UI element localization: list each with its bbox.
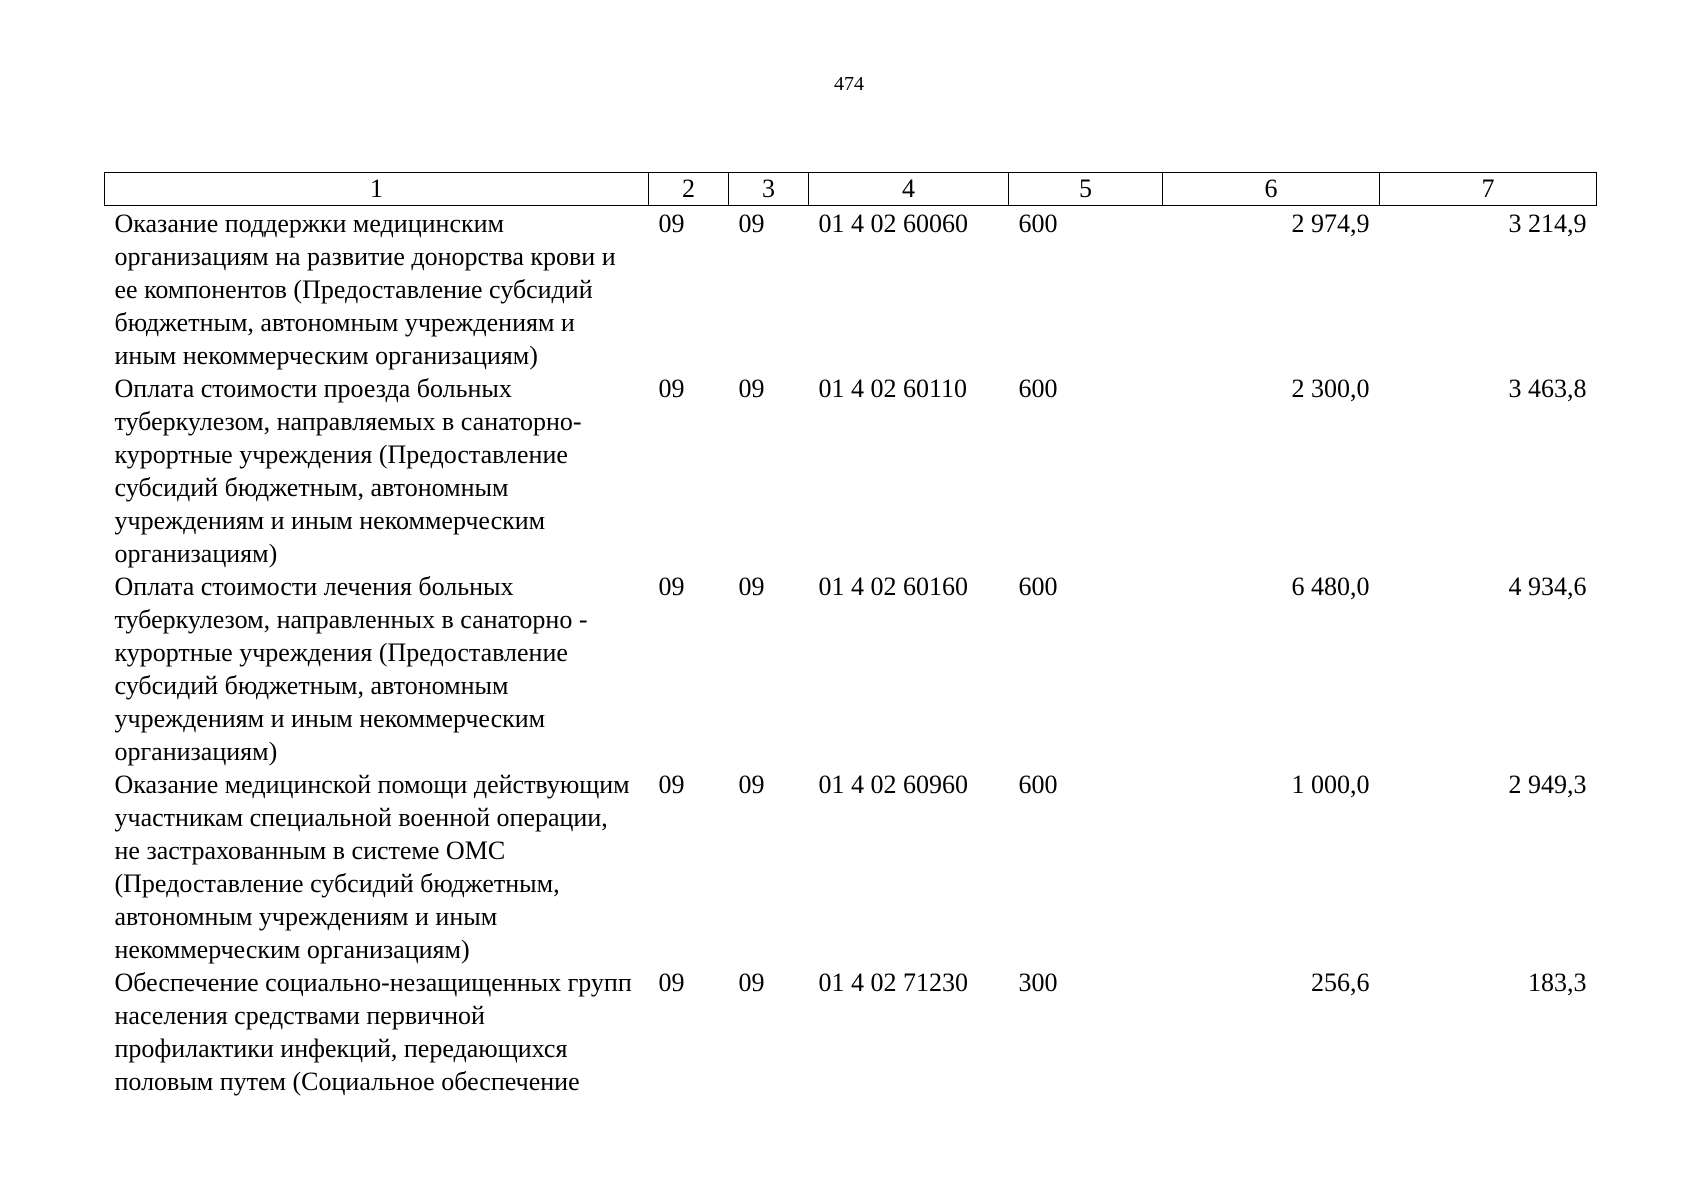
row-subsection: 09 [738, 374, 765, 403]
row-amount-2: 2 949,3 [1508, 770, 1587, 799]
row-amount-2: 183,3 [1528, 968, 1587, 997]
row-amount-1: 2 300,0 [1291, 374, 1370, 403]
column-header-4: 4 [809, 173, 1009, 206]
row-name: Оказание медицинской помощи действующим участникам специальной военной операции, не застрахованным в системе ОМС (Предоставление субсидий бюджетным, автономным учреждениям и иным некоммерческим организациям) [114, 770, 630, 964]
row-subsection: 09 [738, 572, 765, 601]
row-amount-2: 3 463,8 [1508, 374, 1587, 403]
row-amount-2: 4 934,6 [1508, 572, 1587, 601]
row-section: 09 [658, 374, 685, 403]
row-subsection: 09 [738, 968, 765, 997]
row-name: Обеспечение социально-незащищенных групп населения средствами первичной профилактики инфекций, передающихся половым путем (Социальное обеспечение [114, 968, 632, 1096]
row-expense-type: 600 [1018, 209, 1058, 238]
header-row [105, 173, 1597, 206]
row-expense-type: 600 [1018, 770, 1058, 799]
row-section: 09 [658, 770, 685, 799]
row-amount-1: 256,6 [1311, 968, 1370, 997]
row-target-article: 01 4 02 60110 [818, 374, 968, 403]
table-row [105, 966, 1597, 1098]
column-header-3: 3 [729, 173, 809, 206]
column-header-5: 5 [1009, 173, 1163, 206]
column-header-7: 7 [1380, 173, 1597, 206]
table-row [105, 372, 1597, 570]
table-row [105, 768, 1597, 966]
table-row [105, 206, 1597, 373]
column-header-2: 2 [649, 173, 729, 206]
row-expense-type: 600 [1018, 374, 1058, 403]
row-subsection: 09 [738, 770, 765, 799]
table-header [105, 173, 1597, 206]
row-target-article: 01 4 02 60160 [818, 572, 968, 601]
page-number: 474 [834, 73, 864, 95]
row-section: 09 [658, 572, 685, 601]
column-header-1: 1 [105, 173, 649, 206]
row-amount-2: 3 214,9 [1508, 209, 1587, 238]
row-target-article: 01 4 02 71230 [818, 968, 968, 997]
row-amount-1: 6 480,0 [1291, 572, 1370, 601]
row-section: 09 [658, 209, 685, 238]
row-expense-type: 600 [1018, 572, 1058, 601]
row-target-article: 01 4 02 60060 [818, 209, 968, 238]
column-header-6: 6 [1163, 173, 1380, 206]
table-body [105, 206, 1597, 1099]
row-name: Оплата стоимости лечения больных туберкулезом, направленных в санаторно - курортные учреждения (Предоставление субсидий бюджетным, автономным учреждениям и иным некоммерческим организациям) [114, 572, 588, 766]
row-amount-1: 2 974,9 [1291, 209, 1370, 238]
row-target-article: 01 4 02 60960 [818, 770, 968, 799]
row-section: 09 [658, 968, 685, 997]
row-subsection: 09 [738, 209, 765, 238]
table-row [105, 570, 1597, 768]
budget-table [104, 172, 1597, 1098]
row-amount-1: 1 000,0 [1291, 770, 1370, 799]
row-name: Оказание поддержки медицинским организациям на развитие донорства крови и ее компонентов (Предоставление субсидий бюджетным, автономным учреждениям и иным некоммерческим организациям) [114, 209, 616, 370]
row-expense-type: 300 [1018, 968, 1058, 997]
row-name: Оплата стоимости проезда больных туберкулезом, направляемых в санаторно-курортные учреждения (Предоставление субсидий бюджетным, автономным учреждениям и иным некоммерческим организациям) [114, 374, 582, 568]
